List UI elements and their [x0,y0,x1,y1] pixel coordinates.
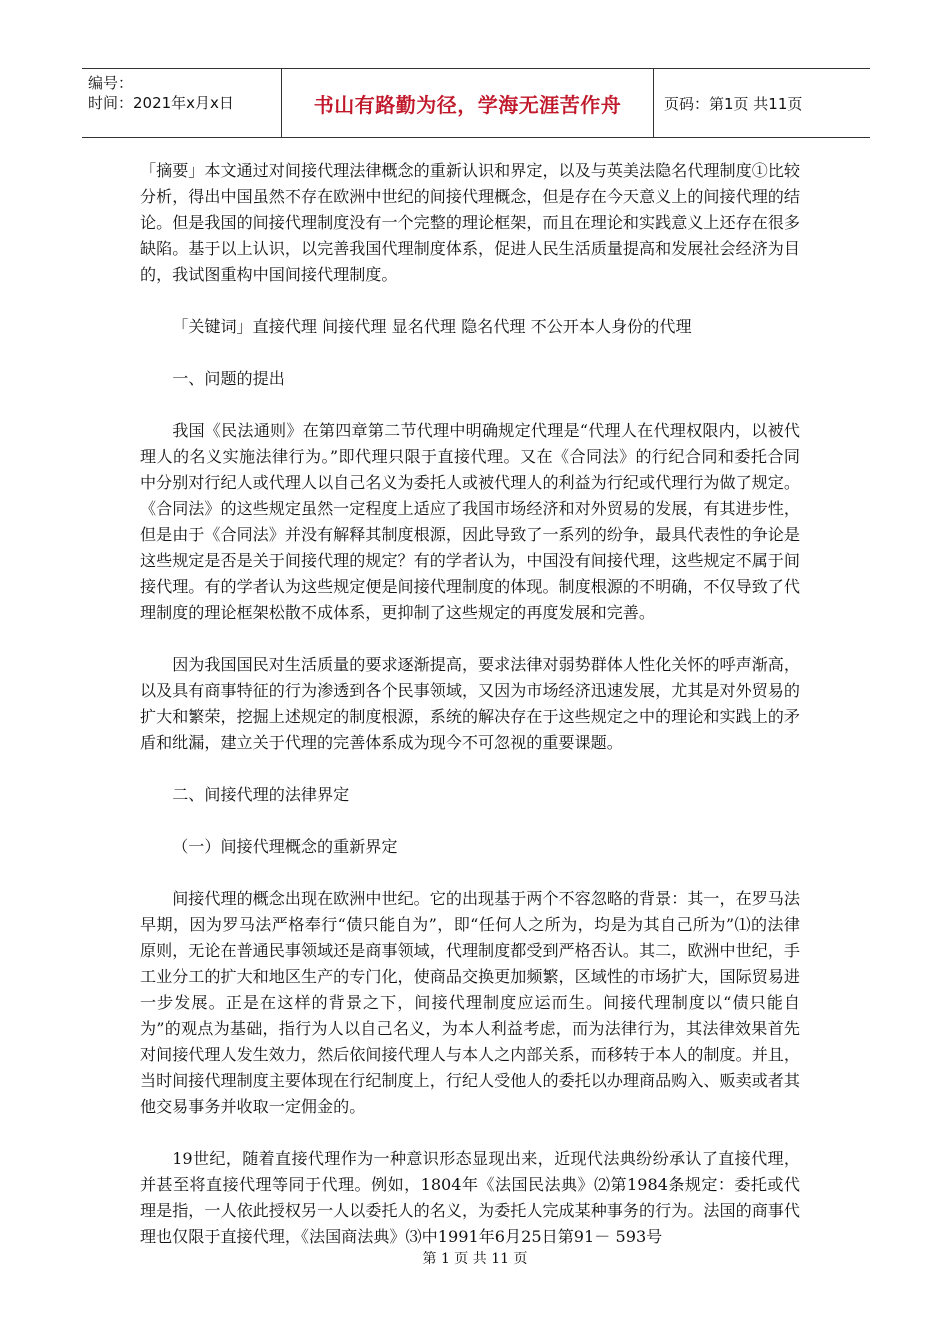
body-paragraph: 我国《民法通则》在第四章第二节代理中明确规定代理是“代理人在代理权限内，以被代理人的名义实施法律行为。”即代理只限于直接代理。又在《合同法》的行纪合同和委托合同中分别对行纪人或代理人以自己名义为委托人或被代理人的利益为行纪或代理行为做了规定。《合同法》的这些规定虽然一定程度上适应了我国市场经济和对外贸易的发展，有其进步性，但是由于《合同法》并没有解释其制度根源，因此导致了一系列的纷争，最具代表性的争论是这些规定是否是关于间接代理的规定？有的学者认为，中国没有间接代理，这些规定不属于间接代理。有的学者认为这些规定便是间接代理制度的体现。制度根源的不明确，不仅导致了代理制度的理论框架松散不成体系，更抑制了这些规定的再度发展和完善。 [140,421,800,622]
keywords-line: 「关键词」直接代理 间接代理 显名代理 隐名代理 不公开本人身份的代理 [172,317,692,336]
body-paragraph: 19世纪，随着直接代理作为一种意识形态显现出来，近现代法典纷纷承认了直接代理，并甚至将直接代理等同于代理。例如，1804年《法国民法典》⑵第1984条规定：委托或代理是指，一人依此授权另一人以委托人的名义，为委托人完成某种事务的行为。法国的商事代理也仅限于直接代理，《法国商法典》⑶中1991年6月25日第91－ 593号 [140,1149,800,1246]
header-motto: 书山有路勤为径，学海无涯苦作舟 [282,69,654,137]
header-table [82,68,870,138]
document-body [140,158,800,1250]
section-heading-2: 二、间接代理的法律界定 [172,785,350,804]
document-date: 时间：2021年x月x日 [88,94,234,112]
body-paragraph: 间接代理的概念出现在欧洲中世纪。它的出现基于两个不容忽略的背景：其一，在罗马法早期，因为罗马法严格奉行“债只能自为”，即“任何人之所为，均是为其自己所为”⑴的法律原则，无论在普通民事领域还是商事领域，代理制度都受到严格否认。其二，欧洲中世纪，手工业分工的扩大和地区生产的专门化，使商品交换更加频繁，区域性的市场扩大，国际贸易进一步发展。正是在这样的背景之下，间接代理制度应运而生。间接代理制度以“债只能自为”的观点为基础，指行为人以自己名义，为本人利益考虑，而为法律行为，其法律效果首先对间接代理人发生效力，然后依间接代理人与本人之内部关系，而移转于本人的制度。并且，当时间接代理制度主要体现在行纪制度上，行纪人受他人的委托以办理商品购入、贩卖或者其他交易事务并收取一定佣金的。 [140,889,800,1116]
abstract-paragraph: 「摘要」本文通过对间接代理法律概念的重新认识和界定，以及与英美法隐名代理制度①比较分析，得出中国虽然不存在欧洲中世纪的间接代理概念，但是存在今天意义上的间接代理的结论。但是我国的间接代理制度没有一个完整的理论框架，而且在理论和实践意义上还存在很多缺陷。基于以上认识，以完善我国代理制度体系，促进人民生活质量提高和发展社会经济为目的，我试图重构中国间接代理制度。 [140,161,800,284]
page-footer: 第 1 页 共 11 页 [422,1251,528,1267]
section-heading-1: 一、问题的提出 [172,369,285,388]
body-paragraph: 因为我国国民对生活质量的要求逐渐提高，要求法律对弱势群体人性化关怀的呼声渐高，以及具有商事特征的行为渗透到各个民事领域，又因为市场经济迅速发展，尤其是对外贸易的扩大和繁荣，挖掘上述规定的制度根源，系统的解决存在于这些规定之中的理论和实践上的矛盾和纰漏，建立关于代理的完善体系成为现今不可忽视的重要课题。 [140,655,800,752]
document-number-label: 编号： [88,74,134,92]
header-meta [82,69,282,137]
header-page-info: 页码：第1页 共11页 [664,94,803,113]
subsection-heading-1: （一）间接代理概念的重新界定 [172,837,398,856]
